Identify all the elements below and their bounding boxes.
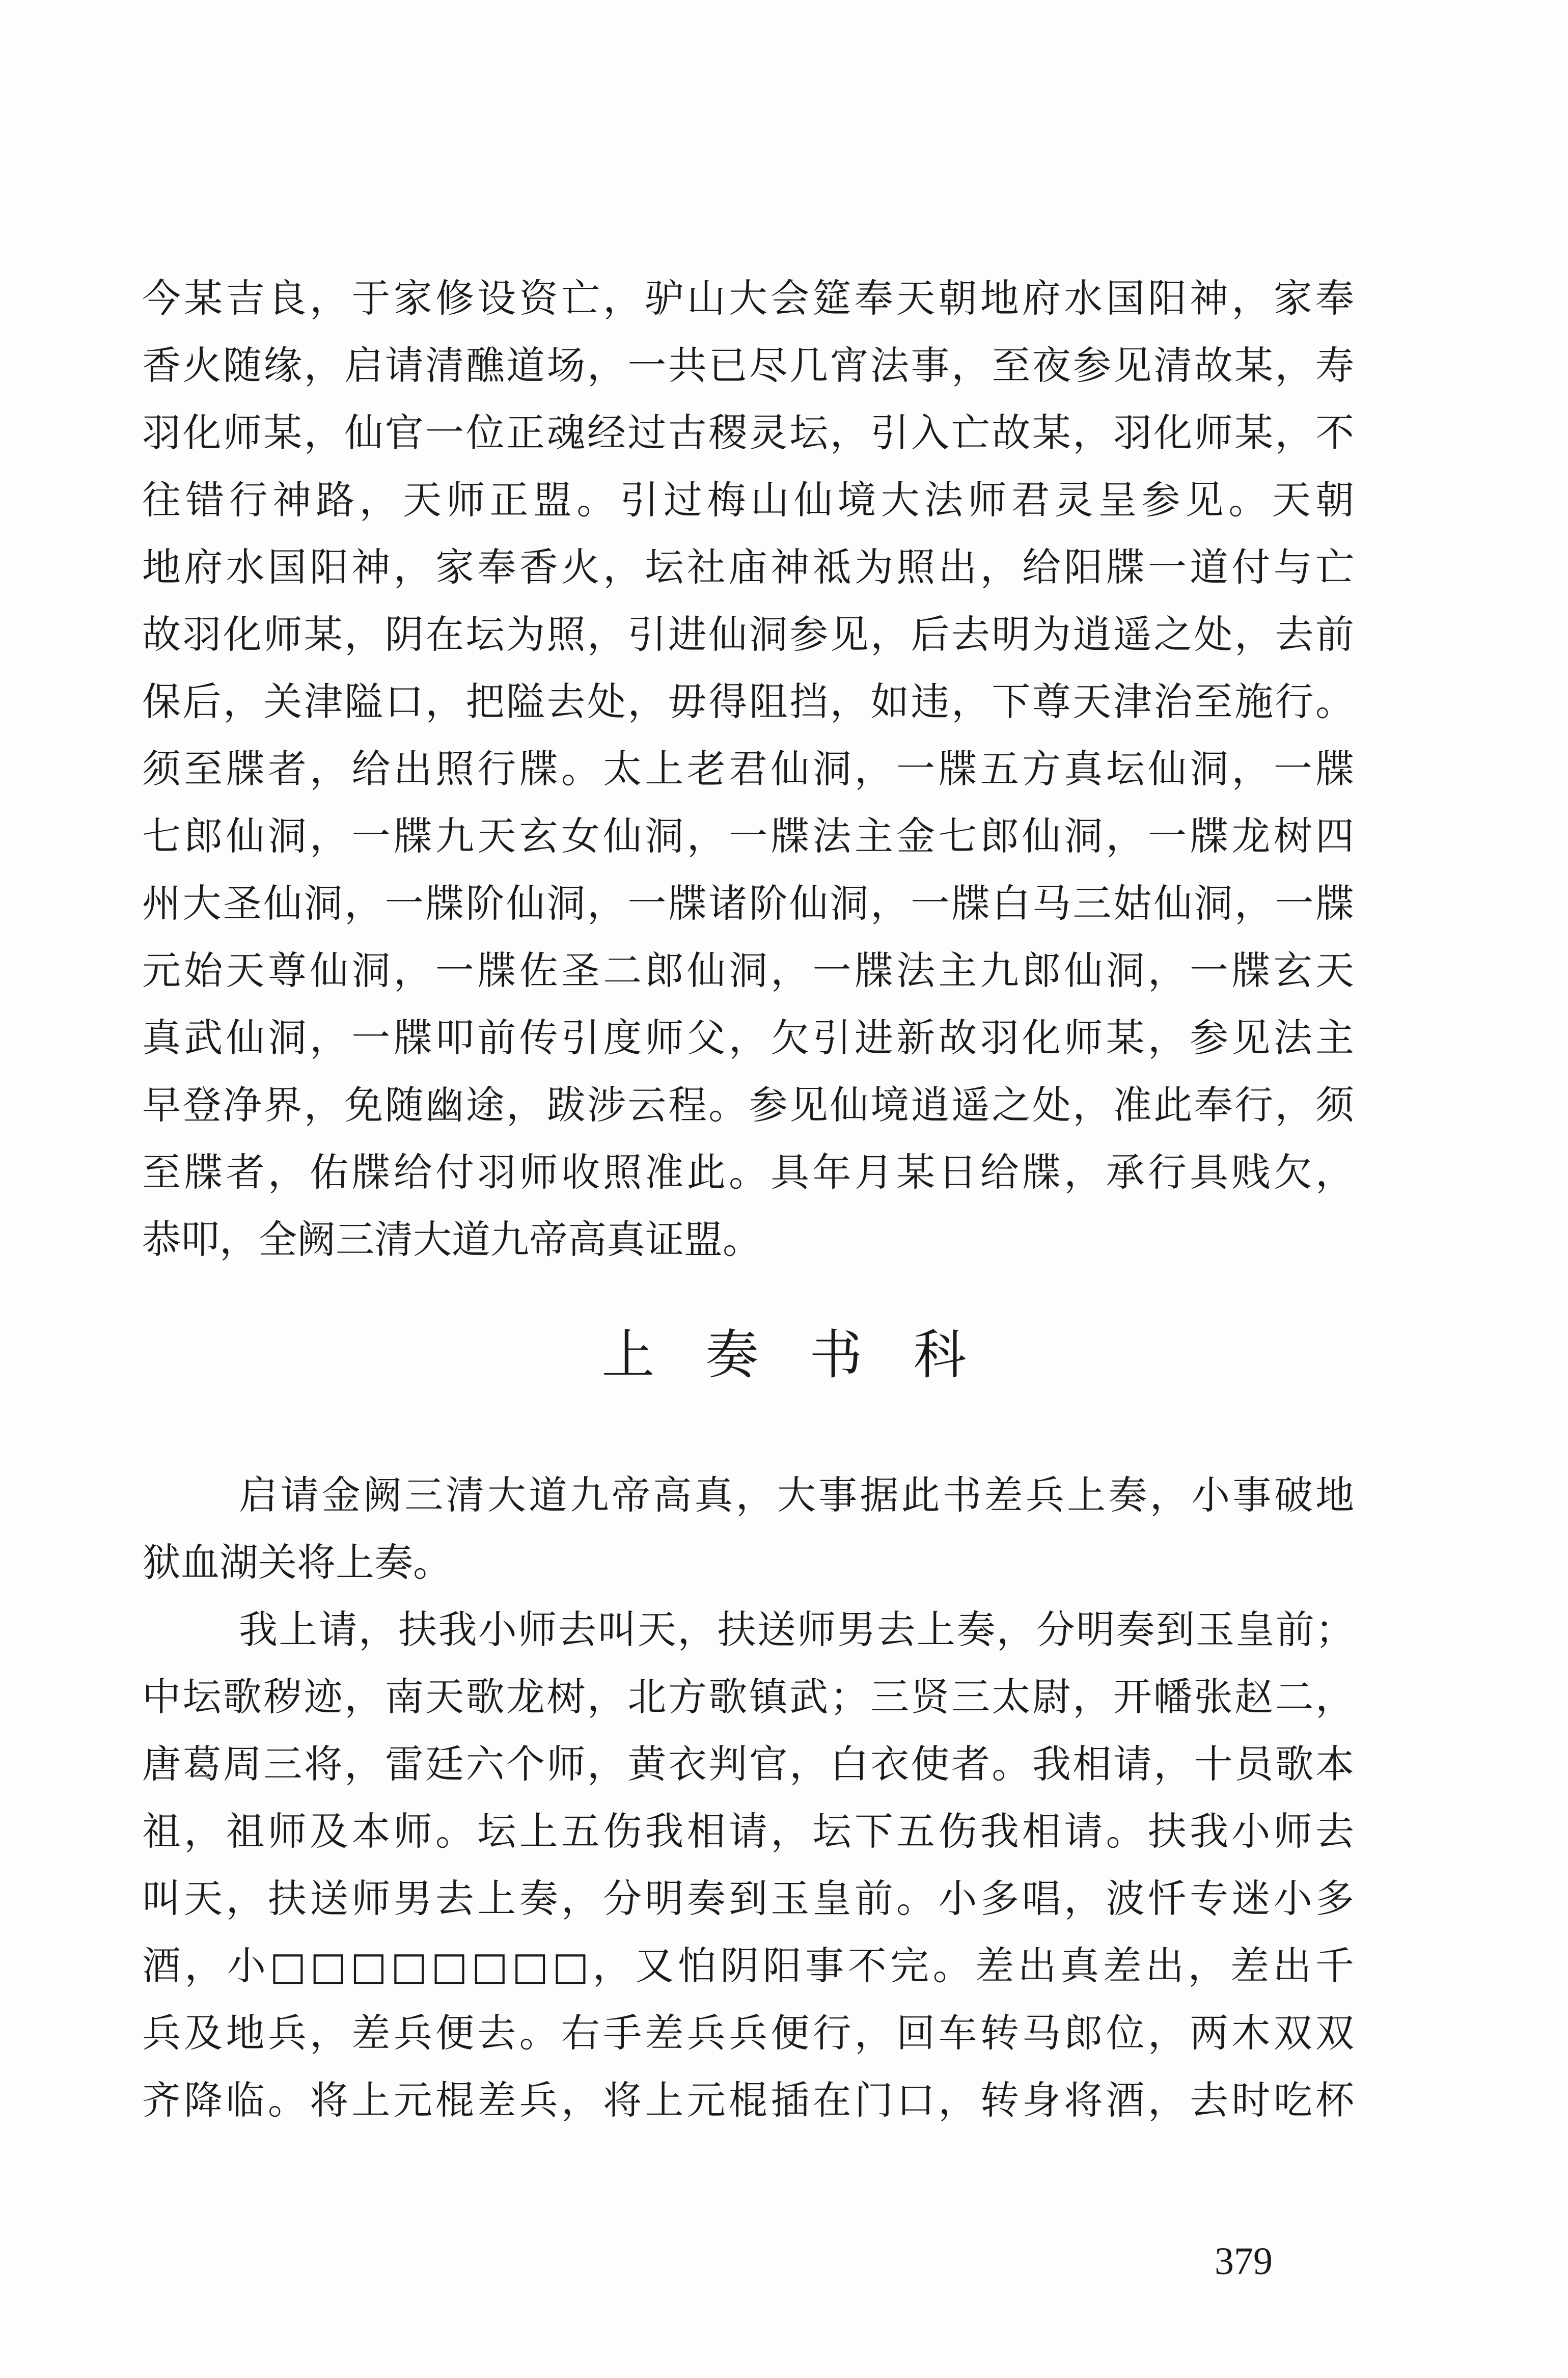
text-line: 叫天，扶送师男去上奏，分明奏到玉皇前。小多唱，波忏专迷小多 — [142, 1876, 1354, 1921]
text-line: 今某吉良，于家修设资亡，驴山大会筵奉天朝地府水国阳神，家奉 — [142, 276, 1354, 321]
text-line: 兵及地兵，差兵便去。右手差兵兵便行，回车转马郎位，两木双双 — [142, 2010, 1354, 2056]
text-line: 须至牒者，给出照行牒。太上老君仙洞，一牒五方真坛仙洞，一牒 — [142, 746, 1354, 791]
text-line: 酒，小□□□□□□□□，又怕阴阳事不完。差出真差出，差出千 — [142, 1943, 1354, 1988]
text-line: 唐葛周三将，雷廷六个师，黄衣判官，白衣使者。我相请，十员歌本 — [142, 1741, 1354, 1787]
page-number: 379 — [1215, 2240, 1273, 2283]
text-line: 我上请，扶我小师去叫天，扶送师男去上奏，分明奏到玉皇前； — [239, 1607, 1354, 1652]
text-line: 往错行神路，天师正盟。引过梅山仙境大法师君灵呈参见。天朝 — [142, 477, 1354, 523]
text-line: 保后，关津隘口，把隘去处，毋得阻挡，如违，下尊天津治至施行。 — [142, 679, 1354, 724]
section-heading: 上奏书科 — [601, 1324, 1017, 1386]
text-line: 元始天尊仙洞，一牒佐圣二郎仙洞，一牒法主九郎仙洞，一牒玄天 — [142, 948, 1354, 993]
text-line: 狱血湖关将上奏。 — [142, 1540, 452, 1585]
text-line: 恭叩，全阙三清大道九帝高真证盟。 — [142, 1217, 761, 1262]
text-line: 故羽化师某，阴在坛为照，引进仙洞参见，后去明为逍遥之处，去前 — [142, 612, 1354, 657]
text-line: 香火随缘，启请清醮道场，一共已尽几宵法事，至夜参见清故某，寿 — [142, 343, 1354, 388]
text-line: 祖，祖师及本师。坛上五伤我相请，坛下五伤我相请。扶我小师去 — [142, 1809, 1354, 1854]
text-line: 州大圣仙洞，一牒阶仙洞，一牒诸阶仙洞，一牒白马三姑仙洞，一牒 — [142, 881, 1354, 926]
text-line: 羽化师某，仙官一位正魂经过古稷灵坛，引入亡故某，羽化师某，不 — [142, 410, 1354, 455]
text-line: 地府水国阳神，家奉香火，坛社庙神祗为照出，给阳牒一道付与亡 — [142, 544, 1354, 590]
text-line: 七郎仙洞，一牒九天玄女仙洞，一牒法主金七郎仙洞，一牒龙树四 — [142, 813, 1354, 859]
text-line: 中坛歌秽迹，南天歌龙树，北方歌镇武；三贤三太尉，开幡张赵二， — [142, 1674, 1354, 1719]
text-line: 齐降临。将上元棍差兵，将上元棍插在门口，转身将酒，去时吃杯 — [142, 2078, 1354, 2123]
text-line: 启请金阙三清大道九帝高真，大事据此书差兵上奏，小事破地 — [239, 1472, 1354, 1518]
section-1-text — [142, 265, 1354, 1273]
text-line: 真武仙洞，一牒叩前传引度师父，欠引进新故羽化师某，参见法主 — [142, 1015, 1354, 1060]
text-line: 早登净界，免随幽途，跋涉云程。参见仙境逍遥之处，准此奉行，须 — [142, 1082, 1354, 1128]
text-line: 至牒者，佑牒给付羽师收照准此。具年月某日给牒，承行具贱欠， — [142, 1150, 1354, 1195]
section-2-text — [142, 1462, 1354, 2134]
